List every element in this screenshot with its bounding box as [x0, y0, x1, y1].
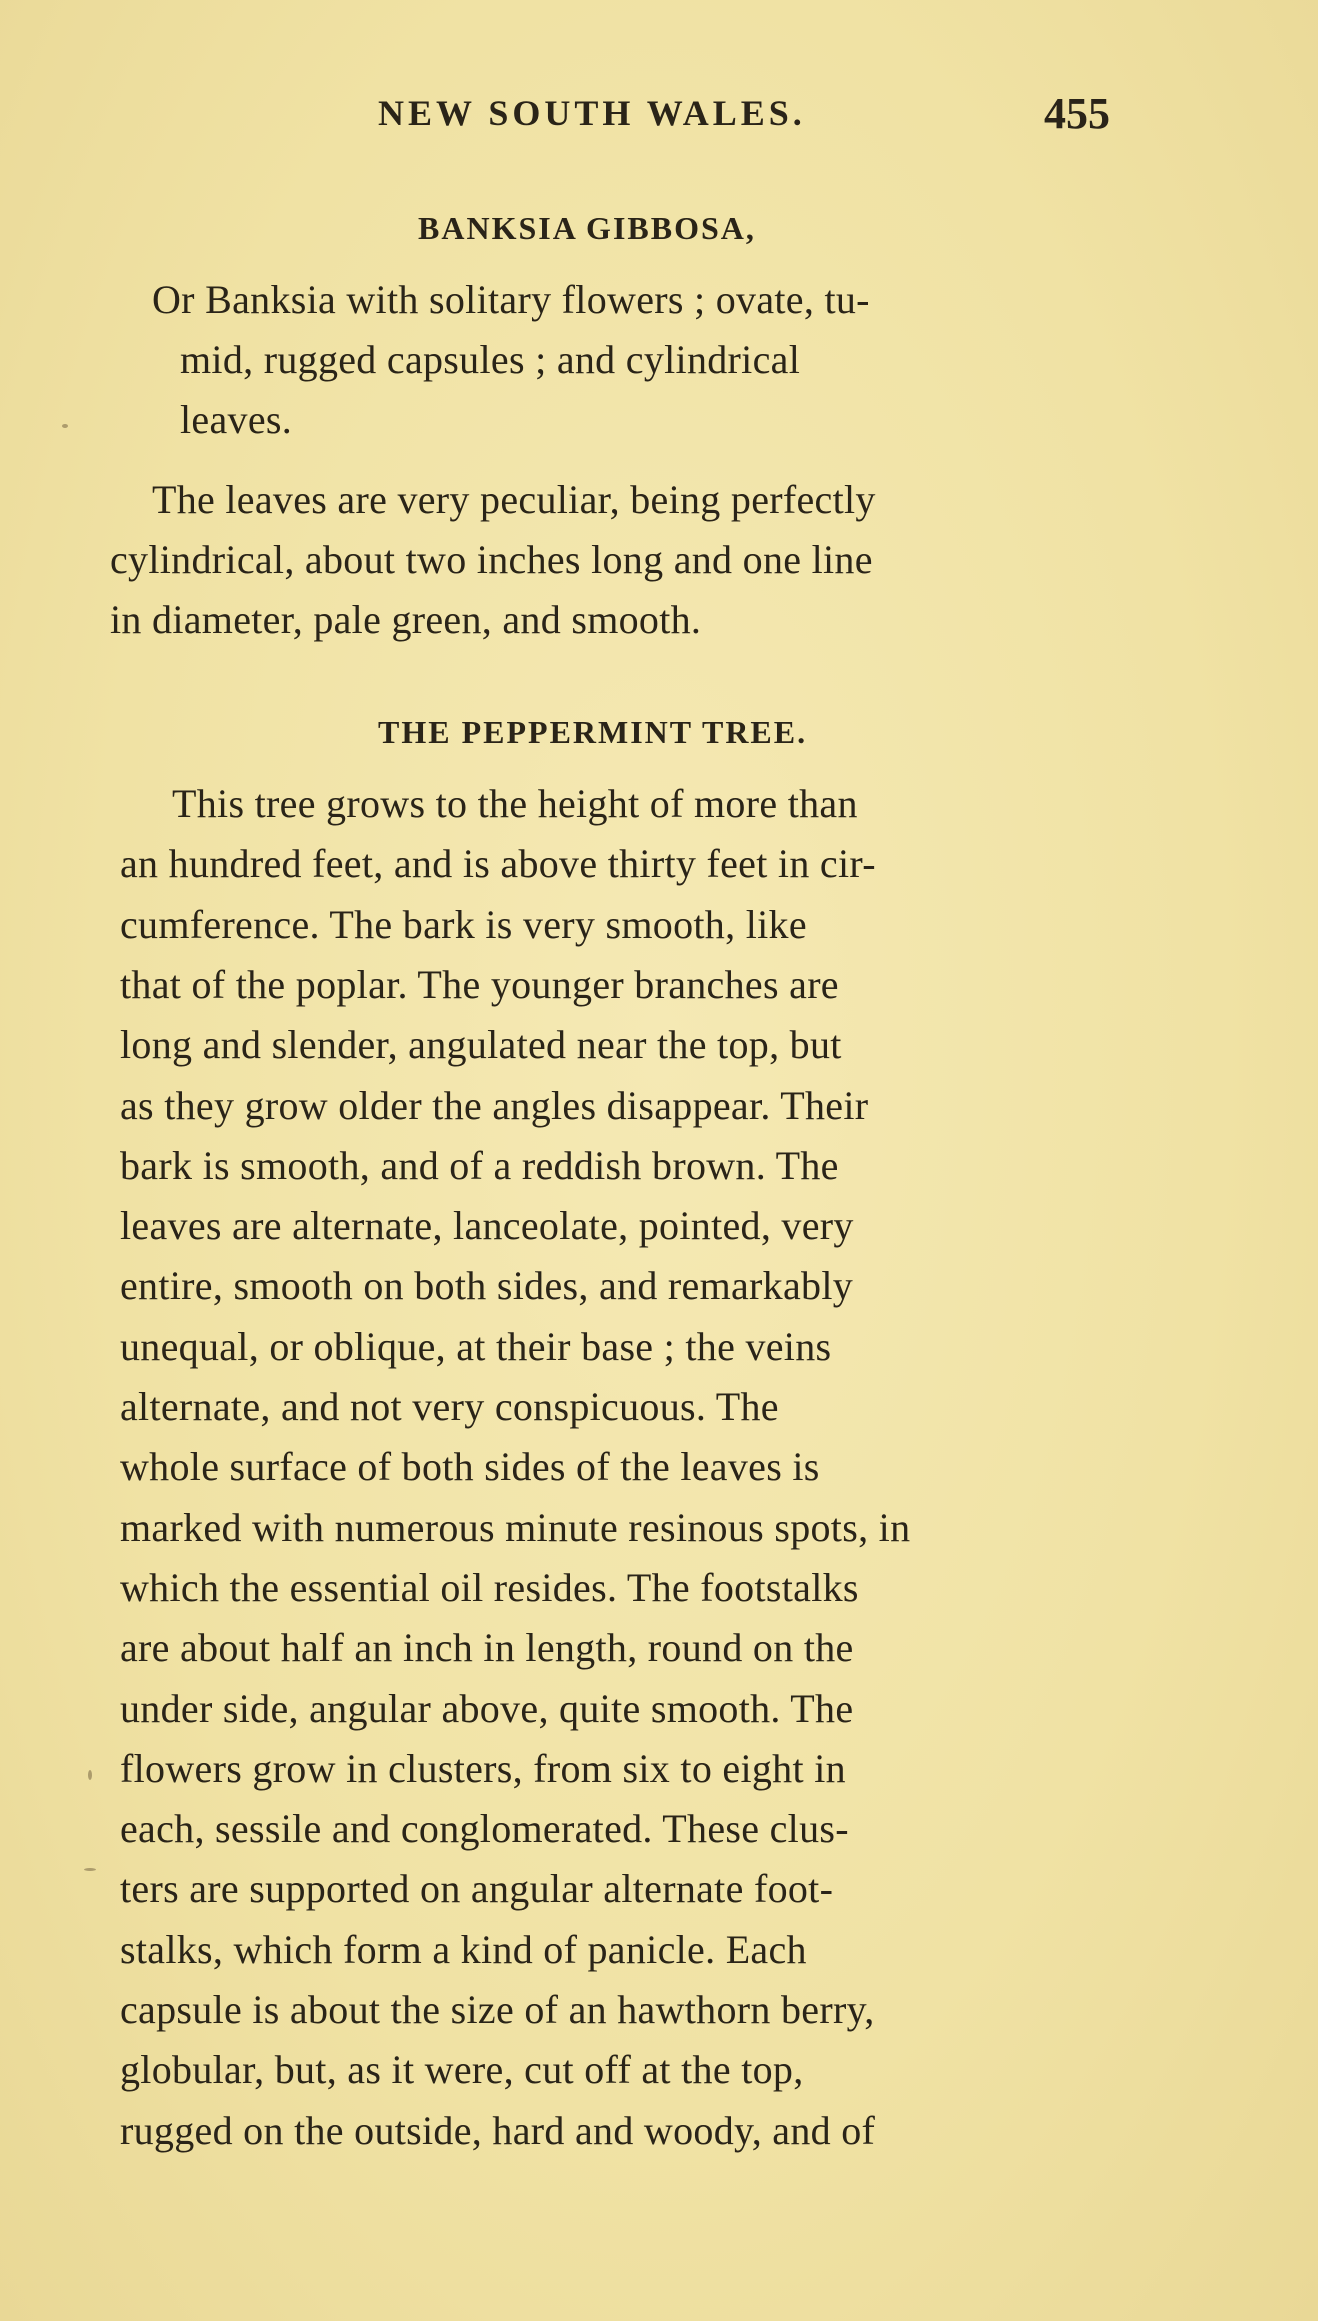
paper-spot	[88, 1770, 92, 1780]
body-line: marked with numerous minute resinous spots, in	[120, 1505, 911, 1550]
paper-spot	[62, 424, 68, 428]
page-number: 455	[1044, 89, 1110, 138]
body-line: cylindrical, about two inches long and one line	[110, 537, 873, 582]
running-head	[110, 88, 1110, 148]
body-line: ters are supported on angular alternate foot-	[120, 1866, 834, 1911]
body-line: are about half an inch in length, round on the	[120, 1625, 854, 1670]
body-line: under side, angular above, quite smooth. The	[120, 1686, 854, 1731]
body-line: globular, but, as it were, cut off at the top,	[120, 2047, 804, 2092]
body-line: an hundred feet, and is above thirty feet in cir-	[120, 841, 876, 886]
body-line: alternate, and not very conspicuous. The	[120, 1384, 779, 1429]
body-line: as they grow older the angles disappear. Their	[120, 1083, 869, 1128]
body-line: bark is smooth, and of a reddish brown. The	[120, 1143, 839, 1188]
section-heading-peppermint: THE PEPPERMINT TREE.	[378, 714, 808, 750]
running-title: NEW SOUTH WALES.	[378, 93, 806, 133]
body-line: in diameter, pale green, and smooth.	[110, 597, 702, 642]
description-line: mid, rugged capsules ; and cylindrical	[180, 337, 801, 382]
body-line: which the essential oil resides. The footstalks	[120, 1565, 859, 1610]
body-line: that of the poplar. The younger branches are	[120, 962, 839, 1007]
body-line: long and slender, angulated near the top, but	[120, 1022, 842, 1067]
section-heading-banksia: BANKSIA GIBBOSA,	[418, 210, 756, 246]
body-line: cumference. The bark is very smooth, like	[120, 902, 807, 947]
body-line: each, sessile and conglomerated. These clus-	[120, 1806, 849, 1851]
body-line: capsule is about the size of an hawthorn berry,	[120, 1987, 875, 2032]
body-line: The leaves are very peculiar, being perfectly	[152, 477, 876, 522]
paper-spot	[84, 1868, 96, 1871]
description-line: Or Banksia with solitary flowers ; ovate, tu-	[152, 277, 870, 322]
description-line: leaves.	[180, 397, 293, 442]
body-line: whole surface of both sides of the leaves is	[120, 1444, 820, 1489]
body-line: This tree grows to the height of more than	[172, 781, 858, 826]
body-line: entire, smooth on both sides, and remarkably	[120, 1263, 854, 1308]
body-line: stalks, which form a kind of panicle. Each	[120, 1927, 807, 1972]
body-line: rugged on the outside, hard and woody, and of	[120, 2108, 876, 2153]
body-line: leaves are alternate, lanceolate, pointed, very	[120, 1203, 854, 1248]
body-line: unequal, or oblique, at their base ; the veins	[120, 1324, 832, 1369]
body-line: flowers grow in clusters, from six to eight in	[120, 1746, 846, 1791]
